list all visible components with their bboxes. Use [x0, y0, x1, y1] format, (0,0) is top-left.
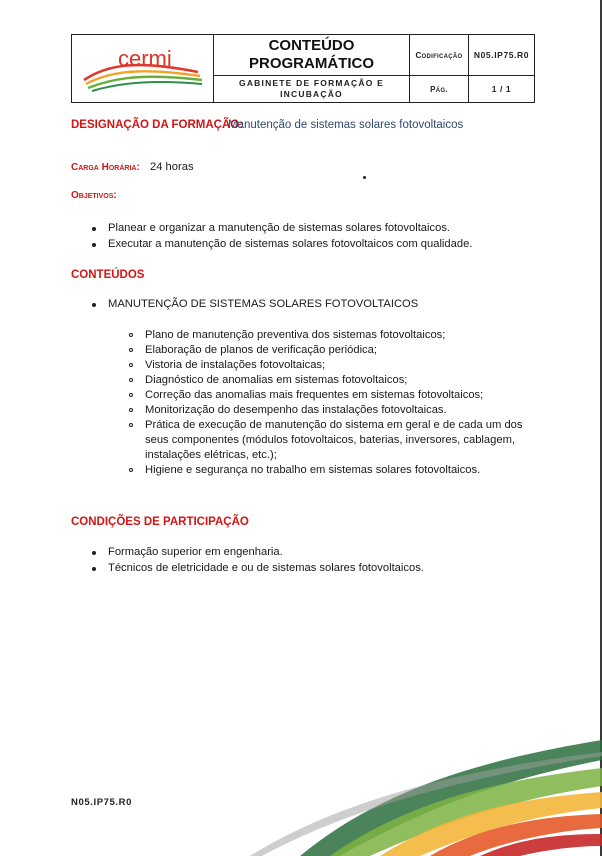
page-label: Pág.	[410, 76, 469, 103]
subtitle-line-1: GABINETE DE FORMAÇÃO E	[239, 78, 384, 88]
objective-item: Executar a manutenção de sistemas solares fotovoltaicos com qualidade.	[108, 238, 473, 250]
contents-sub-item: Correção das anomalias mais frequentes em sistemas fotovoltaicos;	[145, 389, 484, 401]
title-line-2: PROGRAMÁTICO	[249, 55, 374, 72]
workload-label: Carga Horária:	[71, 162, 140, 173]
code-value: N05.IP75.R0	[469, 35, 535, 76]
contents-sub-item: Plano de manutenção preventiva dos sistemas fotovoltaicos;	[145, 329, 446, 341]
objective-item: Planear e organizar a manutenção de sistemas solares fotovoltaicos.	[108, 222, 451, 234]
contents-sub-item: Monitorização do desempenho das instalações fotovoltaicas.	[145, 404, 447, 416]
participation-label: CONDIÇÕES DE PARTICIPAÇÃO	[71, 516, 249, 528]
page-value: 1 / 1	[469, 76, 535, 103]
contents-sub-item: Elaboração de planos de verificação periódica;	[145, 344, 377, 356]
designation-label: DESIGNAÇÃO DA FORMAÇÃO:	[71, 119, 244, 131]
footer-document-code: N05.IP75.R0	[71, 797, 132, 808]
contents-sub-item-continued: instalações elétricas, etc.);	[145, 449, 277, 461]
contents-main-item: MANUTENÇÃO DE SISTEMAS SOLARES FOTOVOLTAICOS	[108, 298, 419, 310]
title-line-1: CONTEÚDO	[268, 37, 355, 54]
contents-sub-item: Vistoria de instalações fotovoltaicas;	[145, 359, 326, 371]
participation-item: Formação superior em engenharia.	[108, 546, 283, 558]
subtitle-line-2: INCUBAÇÃO	[280, 89, 343, 99]
contents-sub-item-continued: seus componentes (módulos fotovoltaicos, baterias, inversores, cablagem,	[145, 434, 515, 446]
designation-value: Manutenção de sistemas solares fotovoltaicos	[228, 119, 464, 131]
workload-value: 24 horas	[150, 161, 194, 173]
objectives-label: Objetivos:	[71, 190, 117, 201]
contents-sub-item: Diagnóstico de anomalias em sistemas fotovoltaicos;	[145, 374, 408, 386]
logo-text: cermi	[117, 46, 172, 71]
contents-sub-item: Prática de execução de manutenção do sistema em geral e de cada um dos	[145, 419, 523, 431]
contents-label: CONTEÚDOS	[71, 269, 145, 281]
code-label: Codificação	[410, 35, 469, 76]
contents-sub-item: Higiene e segurança no trabalho em sistemas solares fotovoltaicos.	[145, 464, 481, 476]
participation-item: Técnicos de eletricidade e ou de sistemas solares fotovoltaicos.	[108, 562, 424, 574]
